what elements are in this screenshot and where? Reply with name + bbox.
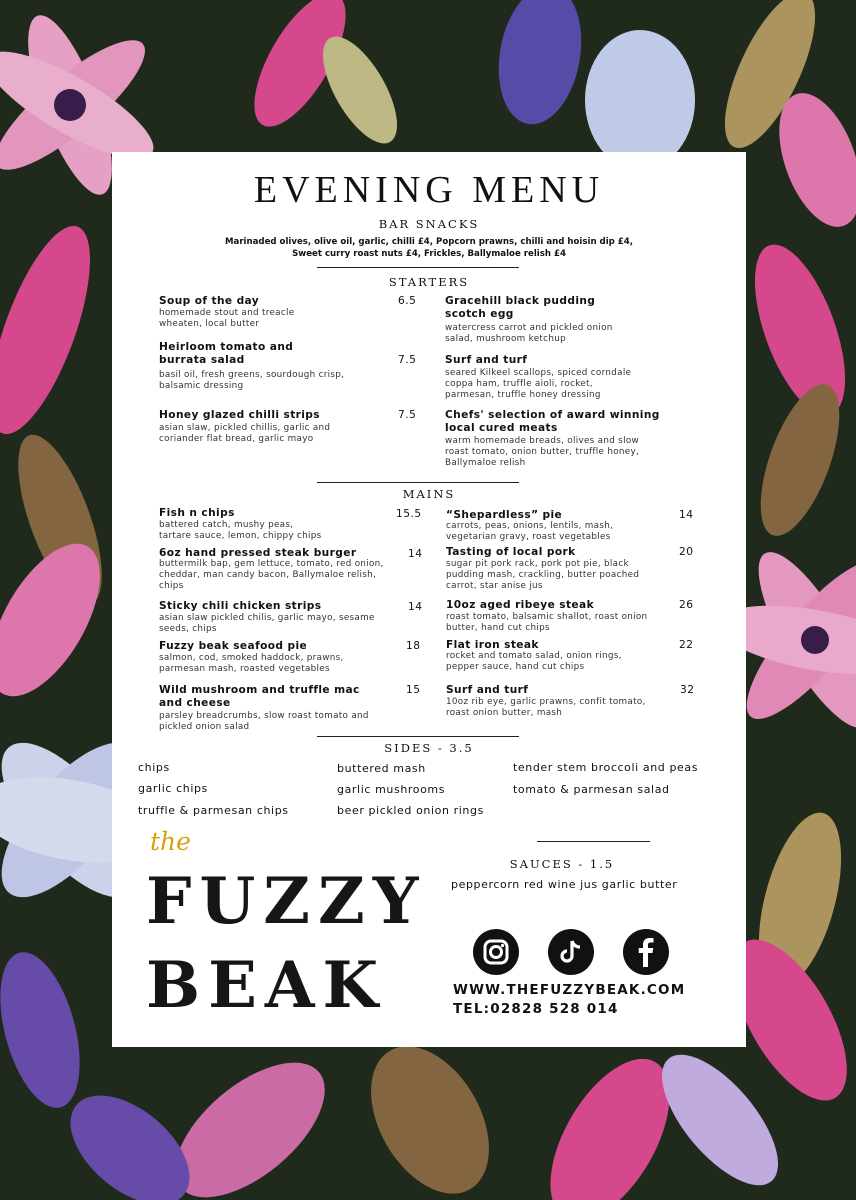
main-desc: carrots, peas, onions, lentils, mash, xyxy=(446,521,614,531)
starter-desc: balsamic dressing xyxy=(159,381,244,391)
starter-price: 6.5 xyxy=(398,295,417,307)
starter-name: Soup of the day xyxy=(159,295,260,307)
main-desc: roast tomato, balsamic shallot, roast onion xyxy=(446,612,648,622)
instagram-icon xyxy=(473,929,519,975)
main-name: Fish n chips xyxy=(159,507,235,519)
starter-desc: coppa ham, truffle aioli, rocket, xyxy=(445,379,593,389)
main-desc: pickled onion salad xyxy=(159,722,250,732)
main-desc: pudding mash, crackling, butter poached xyxy=(446,570,640,580)
bar-snacks-line-2: Sweet curry roast nuts £4, Frickles, Ballymaloe relish £4 xyxy=(292,249,566,259)
divider xyxy=(317,267,519,268)
facebook-icon xyxy=(623,929,669,975)
main-desc: pepper sauce, hand cut chips xyxy=(446,662,585,672)
phone-number: TEL:02828 528 014 xyxy=(453,1001,619,1017)
main-name: 6oz hand pressed steak burger xyxy=(159,547,357,559)
divider xyxy=(317,736,519,737)
main-name: and cheese xyxy=(159,697,231,709)
starter-name: Surf and turf xyxy=(445,354,528,366)
starter-desc: homemade stout and treacle xyxy=(159,308,295,318)
starter-name: local cured meats xyxy=(445,422,558,434)
main-price: 14 xyxy=(408,548,423,560)
main-desc: sugar pit pork rack, pork pot pie, black xyxy=(446,559,629,569)
side-item: truffle & parmesan chips xyxy=(138,804,289,817)
main-name: Wild mushroom and truffle mac xyxy=(159,684,360,696)
main-name: 10oz aged ribeye steak xyxy=(446,599,595,611)
starter-desc: parmesan, truffle honey dressing xyxy=(445,390,601,400)
main-desc: butter, hand cut chips xyxy=(446,623,550,633)
bar-snacks-heading: BAR SNACKS xyxy=(378,217,480,231)
starter-price: 7.5 xyxy=(398,409,417,421)
instagram-icon[interactable] xyxy=(473,929,519,975)
sides-heading: SIDES - 3.5 xyxy=(384,741,474,755)
bar-snacks-line-1: Marinaded olives, olive oil, garlic, chilli £4, Popcorn prawns, chilli and hoisin dip £4, xyxy=(224,237,634,247)
sauces-list: peppercorn red wine jus garlic butter xyxy=(451,878,678,891)
starter-name: Heirloom tomato and xyxy=(159,341,294,353)
starter-name: Gracehill black pudding xyxy=(445,295,596,307)
divider xyxy=(317,482,519,483)
side-item: beer pickled onion rings xyxy=(337,804,484,817)
main-price: 15 xyxy=(406,684,421,696)
sauces-heading: SAUCES - 1.5 xyxy=(509,857,615,871)
main-price: 22 xyxy=(679,639,694,651)
main-desc: asian slaw pickled chilis, garlic mayo, sesame xyxy=(159,613,375,623)
main-name: Fuzzy beak seafood pie xyxy=(159,640,308,652)
main-desc: salmon, cod, smoked haddock, prawns, xyxy=(159,653,344,663)
side-item: garlic mushrooms xyxy=(337,783,446,796)
main-name: Flat iron steak xyxy=(446,639,539,651)
main-desc: 10oz rib eye, garlic prawns, confit tomato, xyxy=(446,697,646,707)
starter-desc: wheaten, local butter xyxy=(159,319,260,329)
starter-name: scotch egg xyxy=(445,308,514,320)
starter-desc: warm homemade breads, olives and slow xyxy=(445,436,639,446)
facebook-icon[interactable] xyxy=(623,929,669,975)
main-desc: tartare sauce, lemon, chippy chips xyxy=(159,531,322,541)
menu-panel xyxy=(112,152,746,1047)
starter-desc: basil oil, fresh greens, sourdough crisp, xyxy=(159,370,345,380)
website-link[interactable]: WWW.THEFUZZYBEAK.COM xyxy=(453,982,686,998)
side-item: buttered mash xyxy=(337,762,426,775)
starter-desc: Ballymaloe relish xyxy=(445,458,526,468)
main-name: Tasting of local pork xyxy=(446,546,576,558)
logo-the: the xyxy=(150,827,191,856)
main-desc: battered catch, mushy peas, xyxy=(159,520,294,530)
main-desc: seeds, chips xyxy=(159,624,217,634)
starter-desc: asian slaw, pickled chillis, garlic and xyxy=(159,423,331,433)
tiktok-icon[interactable] xyxy=(548,929,594,975)
starter-name: burrata salad xyxy=(159,354,245,366)
starter-desc: roast tomato, onion butter, truffle honey, xyxy=(445,447,640,457)
tiktok-icon xyxy=(548,929,594,975)
page-title: EVENING MENU xyxy=(253,169,605,211)
main-name: Sticky chili chicken strips xyxy=(159,600,322,612)
main-price: 15.5 xyxy=(396,508,422,520)
side-item: tomato & parmesan salad xyxy=(513,783,670,796)
logo-fuzzy: FUZZY xyxy=(146,864,427,939)
main-price: 14 xyxy=(408,601,423,613)
main-price: 14 xyxy=(679,509,694,521)
main-desc: chips xyxy=(159,581,184,591)
starter-name: Chefs' selection of award winning xyxy=(445,409,660,421)
main-price: 26 xyxy=(679,599,694,611)
main-price: 32 xyxy=(680,684,695,696)
main-desc: cheddar, man candy bacon, Ballymaloe relish, xyxy=(159,570,377,580)
main-desc: carrot, star anise jus xyxy=(446,581,543,591)
starter-desc: salad, mushroom ketchup xyxy=(445,334,566,344)
main-desc: roast onion butter, mash xyxy=(446,708,563,718)
main-name: “Shepardless” pie xyxy=(446,509,563,521)
divider xyxy=(537,841,650,842)
logo-beak: BEAK xyxy=(146,948,387,1023)
side-item: chips xyxy=(138,761,170,774)
main-name: Surf and turf xyxy=(446,684,529,696)
starter-price: 7.5 xyxy=(398,354,417,366)
main-desc: vegetarian gravy, roast vegetables xyxy=(446,532,611,542)
mains-heading: MAINS xyxy=(402,487,456,501)
main-desc: rocket and tomato salad, onion rings, xyxy=(446,651,622,661)
starters-heading: STARTERS xyxy=(388,275,470,289)
starter-name: Honey glazed chilli strips xyxy=(159,409,320,421)
main-desc: parmesan mash, roasted vegetables xyxy=(159,664,330,674)
main-price: 20 xyxy=(679,546,694,558)
main-desc: parsley breadcrumbs, slow roast tomato and xyxy=(159,711,369,721)
side-item: tender stem broccoli and peas xyxy=(513,761,699,774)
starter-desc: watercress carrot and pickled onion xyxy=(445,323,613,333)
main-price: 18 xyxy=(406,640,421,652)
side-item: garlic chips xyxy=(138,782,208,795)
main-desc: buttermilk bap, gem lettuce, tomato, red onion, xyxy=(159,559,384,569)
starter-desc: coriander flat bread, garlic mayo xyxy=(159,434,314,444)
starter-desc: seared Kilkeel scallops, spiced corndale xyxy=(445,368,632,378)
